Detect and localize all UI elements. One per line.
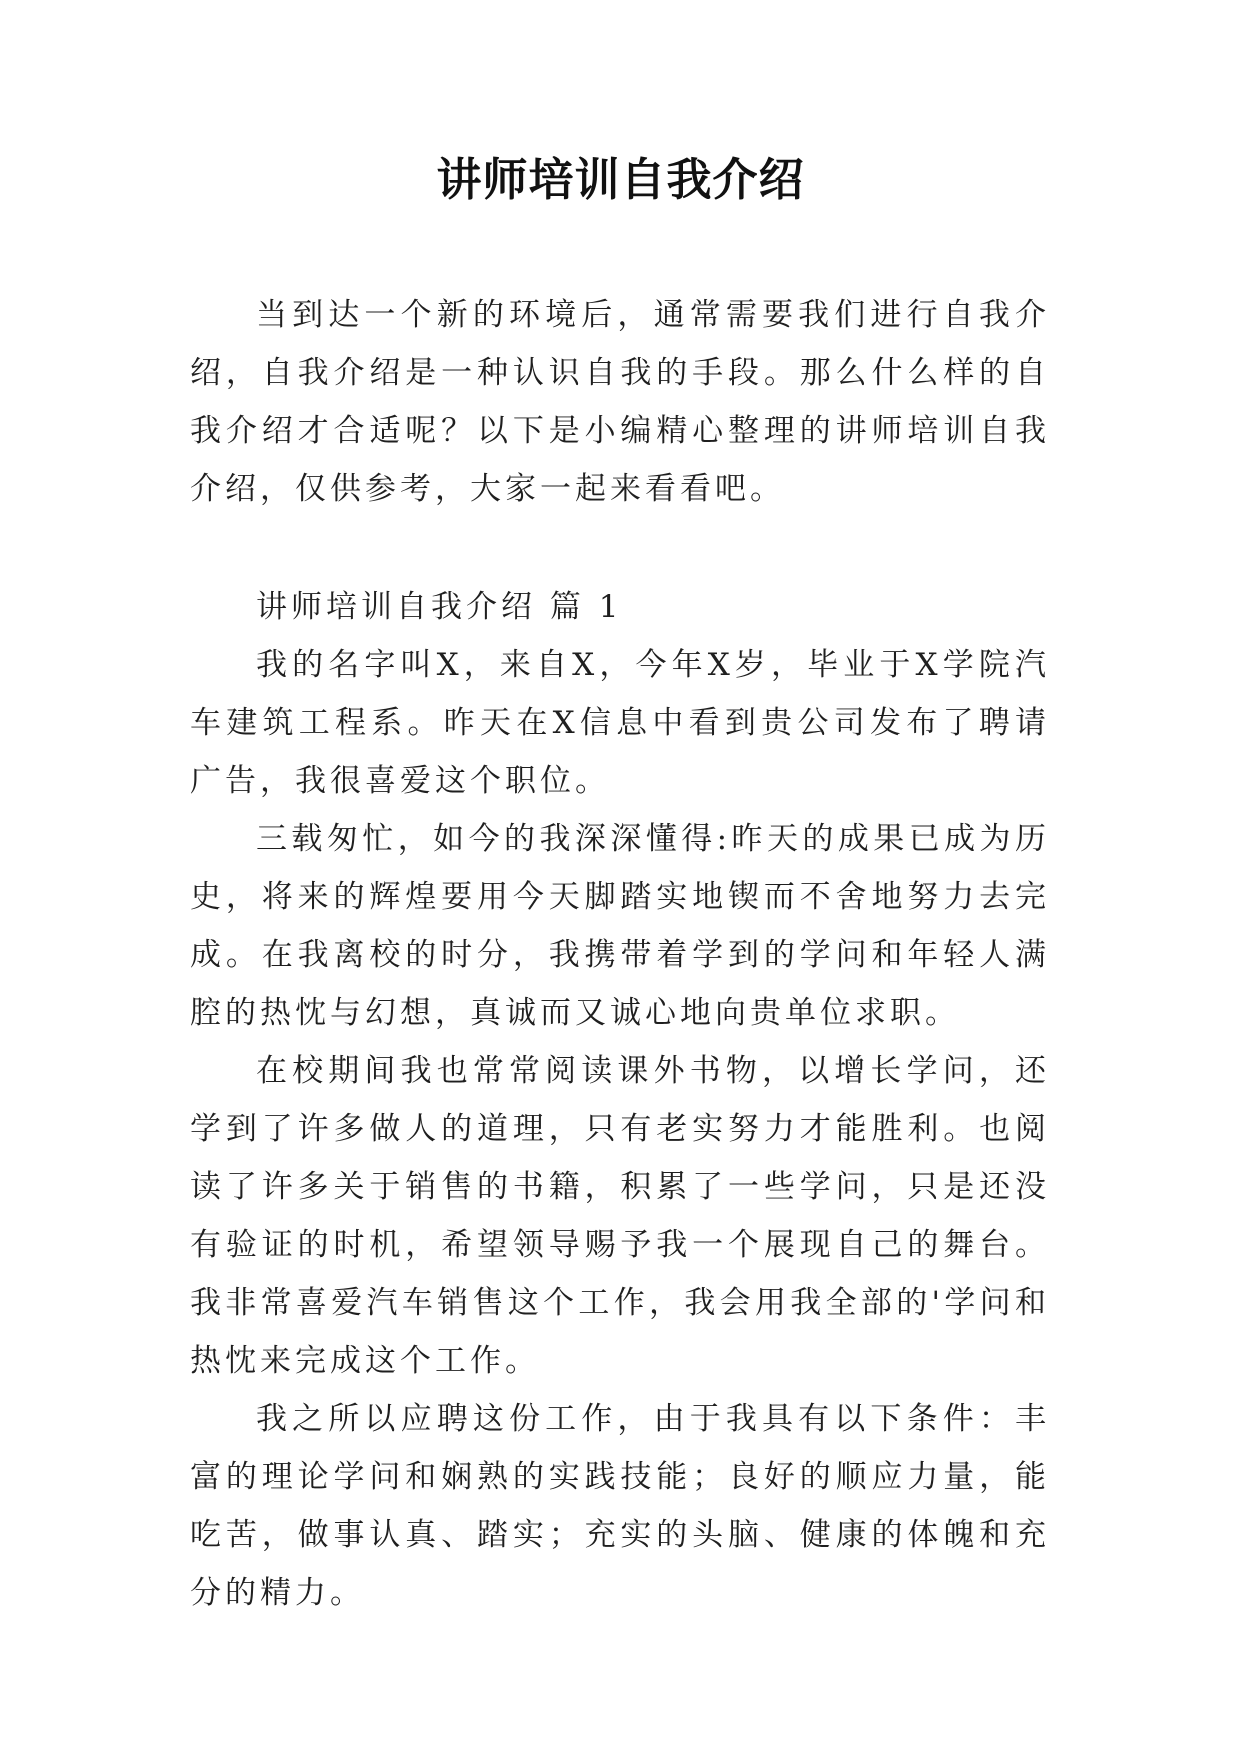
document-title: 讲师培训自我介绍 (436, 153, 805, 206)
body-paragraph: 三载匆忙，如今的我深深懂得:昨天的成果已成为历史，将来的辉煌要用今天脚踏实地锲而不舍地努力去完成。在我离校的时分，我携带着学到的学问和年轻人满腔的热忱与幻想，真诚而又诚心地向贵单位求职。 (190, 821, 1050, 1031)
intro-paragraph: 当到达一个新的环境后，通常需要我们进行自我介绍，自我介绍是一种认识自我的手段。那么什么样的自我介绍才合适呢？以下是小编精心整理的讲师培训自我介绍，仅供参考，大家一起来看看吧。 (190, 297, 1050, 507)
section-block (190, 578, 1050, 1622)
body-paragraph: 在校期间我也常常阅读课外书物，以增长学问，还学到了许多做人的道理，只有老实努力才能胜利。也阅读了许多关于销售的书籍，积累了一些学问，只是还没有验证的时机，希望领导赐予我一个展现自己的舞台。我非常喜爱汽车销售这个工作，我会用我全部的'学问和热忱来完成这个工作。 (190, 1053, 1050, 1379)
section-heading: 讲师培训自我介绍 篇 1 (256, 589, 623, 625)
intro-block (190, 286, 1050, 518)
body-paragraph: 我的名字叫X，来自X，今年X岁，毕业于X学院汽车建筑工程系。昨天在X信息中看到贵公司发布了聘请广告，我很喜爱这个职位。 (190, 647, 1050, 799)
body-paragraph: 我之所以应聘这份工作，由于我具有以下条件：丰富的理论学问和娴熟的实践技能；良好的顺应力量，能吃苦，做事认真、踏实；充实的头脑、健康的体魄和充分的精力。 (190, 1401, 1050, 1611)
